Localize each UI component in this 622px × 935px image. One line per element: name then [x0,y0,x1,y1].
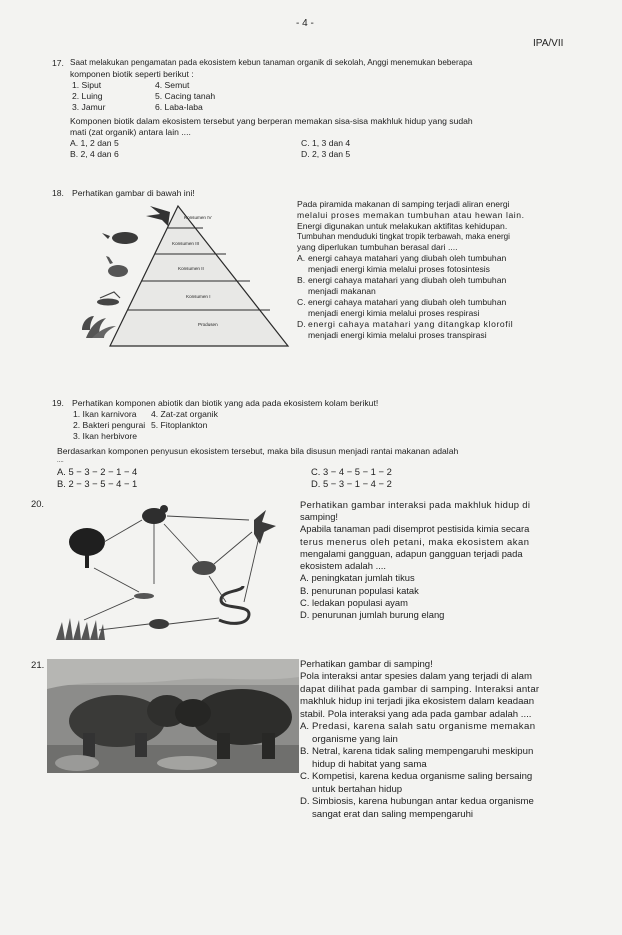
page-number: - 4 - [296,18,314,29]
list-item: 4. Semut [155,79,190,90]
option-b[interactable]: B. 2 − 3 − 5 − 4 − 1 [57,478,138,490]
q20-text-line: Apabila tanaman padi disemprot pestisida kimia secara [300,523,530,535]
option-letter: C. [297,297,306,308]
q18-text-line: Energi digunakan untuk melakukan aktifitas kehidupan. [297,221,508,231]
option-letter: B. [300,746,310,758]
pyramid-label-produsen: Produsen [198,322,218,327]
q18-intro: Perhatikan gambar di bawah ini! [72,188,195,198]
q20-text-line: mengalami gangguan, adapun gangguan terjadi pada [300,547,523,559]
option-d[interactable]: D. penurunan jumlah burung elang [300,608,445,620]
option-b[interactable] [297,275,599,297]
q20-text-line: ekosistem adalah .... [300,560,386,572]
pyramid-label-konsumen-ii: Konsumen II [178,266,204,271]
option-text: energi cahaya matahari yang diubah oleh tumbuhan [308,253,507,264]
pyramid-label-konsumen-iv: Konsumen IV [184,215,212,220]
tree-icon [69,528,105,568]
option-a[interactable] [297,253,599,275]
option-text: menjadi energi kimia melalui proses respirasi [308,308,480,319]
list-item: 6. Laba-laba [155,101,203,112]
pyramid-label-konsumen-i: Konsumen I [186,294,211,299]
option-text: untuk bertahan hidup [312,783,403,795]
list-item: 3. Ikan herbivore [73,431,138,441]
q18-number: 18. [52,188,64,198]
list-item: 5. Cacing tanah [155,90,216,101]
option-b[interactable]: B. 2, 4 dan 6 [70,148,119,159]
plant-icon [82,316,116,338]
q19-stem: Berdasarkan komponen penyusun ekosistem tersebut, maka bila disusun menjadi rantai makanan adalah [57,446,459,456]
list-item: 2. Luing [72,90,103,101]
q18-text-line: Pada piramida makanan di samping terjadi aliran energi [297,199,510,209]
q18-text [297,199,599,341]
list-item: 2. Bakteri pengurai [73,420,146,430]
rice-plant-icon [56,618,105,640]
q21-text-line: stabil. Pola interaksi yang ada pada gambar adalah .... [300,708,532,720]
option-letter: A. [297,253,306,264]
q18-text-line: yang diperlukan tumbuhan berasal dari .... [297,242,458,253]
mouse-icon [149,619,169,629]
list-item: 1. Siput [72,79,102,90]
option-c[interactable]: C. 3 − 4 − 5 − 1 − 2 [311,466,392,477]
option-a[interactable]: A. 1, 2 dan 5 [70,137,119,148]
option-letter: A. [300,721,310,733]
option-text: Kompetisi, karena kedua organisme saling bersaing [312,771,533,783]
option-d[interactable] [300,796,600,821]
grasshopper-icon [134,593,154,599]
bears-photo [47,659,299,773]
option-text: menjadi makanan [308,286,376,297]
option-text: energi cahaya matahari yang diubah oleh tumbuhan [308,275,507,286]
q18-text-line: melalui proses memakan tumbuhan atau hewan lain. [297,210,525,220]
option-text: energi cahaya matahari yang ditangkap klorofil [308,319,514,330]
hen-icon [142,505,168,524]
option-a[interactable] [300,721,600,746]
option-c[interactable] [297,297,599,319]
eagle-icon [146,206,170,226]
option-text: menjadi energi kimia melalui proses fotosintesis [308,264,490,275]
q17-stem-4: mati (zat organik) antara lain .... [70,126,191,137]
option-c[interactable]: C. ledakan populasi ayam [300,596,408,608]
list-item: 1. Ikan karnivora [73,409,137,419]
q17-stem-3: Komponen biotik dalam ekosistem tersebut yang berperan memakan sisa-sisa makhluk hidup yang sudah [70,115,473,126]
option-text: menjadi energi kimia melalui proses transpirasi [308,330,487,341]
q19-dots: .... [57,458,64,464]
option-a[interactable]: A. 5 − 3 − 2 − 1 − 4 [57,466,138,477]
option-c[interactable] [300,771,600,796]
question-19 [52,398,597,490]
food-pyramid-illustration [70,198,295,348]
eagle-icon [254,510,276,544]
option-c[interactable]: C. 1, 3 dan 4 [301,137,351,148]
q21-text-line: Pola interaksi antar spesies dalam yang terjadi di alam [300,671,532,683]
q20-text [300,499,599,621]
option-d[interactable]: D. 5 − 3 − 1 − 4 − 2 [311,478,392,490]
option-text: sangat erat dan saling mempengaruhi [312,808,474,820]
q19-number: 19. [52,398,64,408]
rabbit-icon [106,256,128,277]
list-item: 5. Fitoplankton [151,420,208,430]
q17-stem-1: Saat melakukan pengamatan pada ekosistem kebun tanaman organik di sekolah, Anggi menemukan beberapa [70,58,473,67]
option-b[interactable] [300,746,600,771]
snake-icon [219,586,249,623]
q20-number: 20. [31,498,45,509]
q21-text-line: makhluk hidup ini terjadi jika ekosistem dalam keadaan [300,696,535,708]
option-letter: D. [297,319,306,330]
q21-text-line: dapat dilihat pada gambar di samping. Interaksi antar [300,683,540,695]
q21-number: 21. [31,660,45,671]
q20-text-line: terus menerus oleh petani, maka ekosistem akan [300,535,530,547]
option-a[interactable]: A. peningkatan jumlah tikus [300,572,415,584]
option-text: Netral, karena tidak saling mempengaruhi meskipun [312,746,534,758]
subject-code: IPA/VII [533,38,564,49]
q17-items [72,80,597,113]
option-letter: C. [300,771,310,783]
q19-options [57,466,597,490]
option-d[interactable] [297,319,599,341]
q17-number: 17. [52,58,64,68]
q20-text-line: Perhatikan gambar interaksi pada makhluk hidup di [300,499,531,510]
option-b[interactable]: B. penurunan populasi katak [300,584,419,596]
q21-text [300,659,600,821]
list-item: 3. Jamur [72,101,106,112]
q19-items [73,409,597,442]
option-text: hidup di habitat yang sama [312,758,427,770]
option-text: Predasi, karena salah satu organisme memakan [312,721,536,733]
grasshopper-icon [97,292,120,306]
q17-stem-2: komponen biotik seperti berikut : [70,68,194,79]
option-letter: B. [297,275,306,286]
q19-intro: Perhatikan komponen abiotik dan biotik yang ada pada ekosistem kolam berikut! [72,398,379,408]
option-text: energi cahaya matahari yang diubah oleh tumbuhan [308,297,507,308]
q18-text-line: Tumbuhan menduduki tingkat tropik terbawah, maka energi [297,232,510,241]
option-d[interactable]: D. 2, 3 dan 5 [301,148,351,159]
q21-text-line: Perhatikan gambar di samping! [300,659,433,670]
option-text: Simbiosis, karena hubungan antar kedua organisme [312,796,534,808]
pyramid-label-konsumen-iii: Konsumen III [172,241,200,246]
bird-icon [102,232,138,244]
food-web-illustration [54,502,292,642]
option-text: organisme yang lain [312,733,398,745]
frog-icon [192,561,216,575]
question-17 [52,58,597,160]
list-item: 4. Zat-zat organik [151,409,218,419]
q20-text-line: samping! [300,511,339,523]
q17-options [70,138,597,160]
option-letter: D. [300,796,310,808]
